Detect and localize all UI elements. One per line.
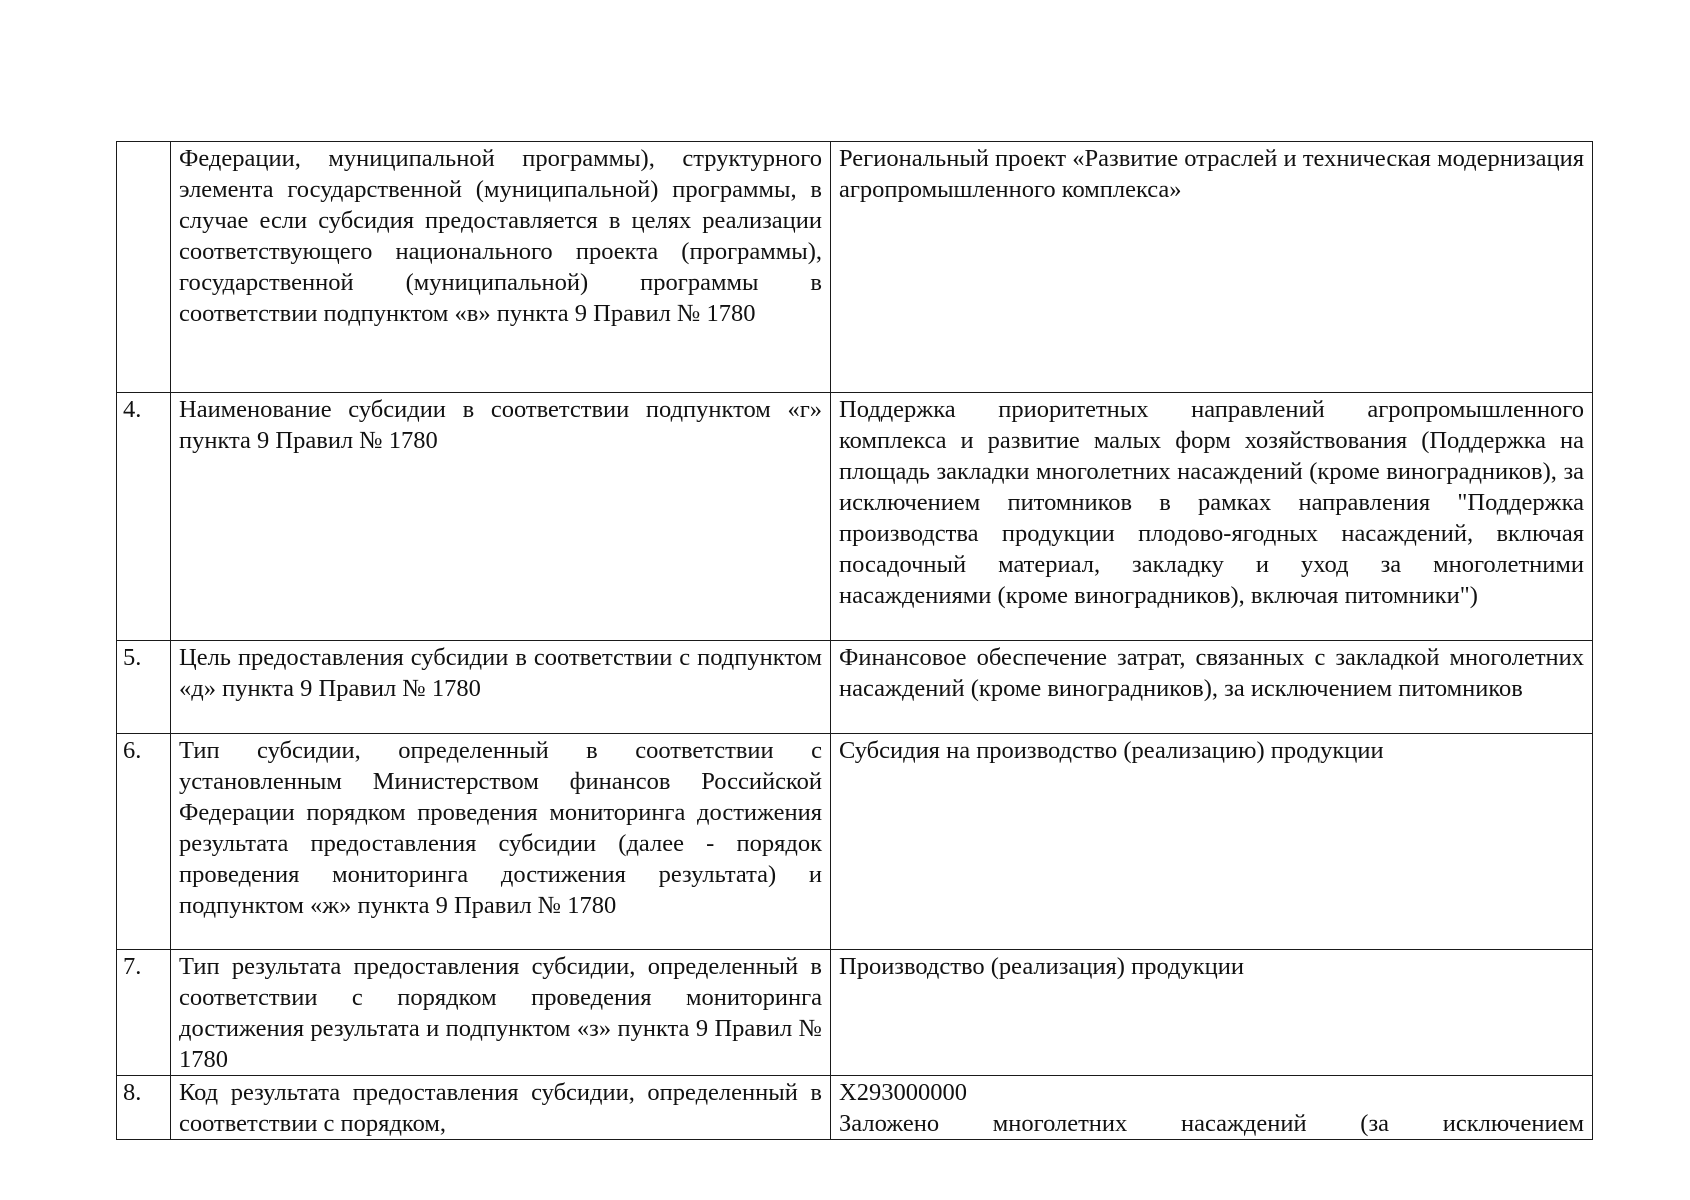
table-row: [117, 734, 1593, 950]
row-label: Цель предоставления субсидии в соответствии с подпунктом «д» пункта 9 Правил № 1780: [171, 641, 831, 734]
result-description: Заложено многолетних насаждений (за исключением: [839, 1110, 1584, 1137]
table-row: [117, 1076, 1593, 1140]
row-value: Региональный проект «Развитие отраслей и техническая модернизация агропромышленного комплекса»: [831, 142, 1593, 393]
row-number: 6.: [117, 734, 171, 950]
subsidy-info-table: [116, 141, 1593, 1140]
row-number: 5.: [117, 641, 171, 734]
row-value: [831, 1076, 1593, 1140]
row-label: Наименование субсидии в соответствии подпунктом «г» пункта 9 Правил № 1780: [171, 393, 831, 641]
row-value: Производство (реализация) продукции: [831, 950, 1593, 1076]
row-number: 7.: [117, 950, 171, 1076]
row-number: 8.: [117, 1076, 171, 1140]
row-value: Поддержка приоритетных направлений агропромышленного комплекса и развитие малых форм хозяйствования (Поддержка на площадь закладки многолетних насаждений (кроме виноградников), за исключением питомников в рамках направления "Поддержка производства продукции плодово-ягодных насаждений, включая посадочный материал, закладку и уход за многолетними насаждениями (кроме виноградников), включая питомники"): [831, 393, 1593, 641]
row-number: 4.: [117, 393, 171, 641]
row-label: Тип субсидии, определенный в соответствии с установленным Министерством финансов Российской Федерации порядком проведения мониторинга достижения результата предоставления субсидии (далее - порядок проведения мониторинга достижения результата) и подпунктом «ж» пункта 9 Правил № 1780: [171, 734, 831, 950]
result-code: X293000000: [839, 1079, 967, 1106]
table-row: [117, 950, 1593, 1076]
table-row: [117, 393, 1593, 641]
row-label: Тип результата предоставления субсидии, определенный в соответствии с порядком проведения мониторинга достижения результата и подпунктом «з» пункта 9 Правил № 1780: [171, 950, 831, 1076]
row-value: Финансовое обеспечение затрат, связанных с закладкой многолетних насаждений (кроме виноградников), за исключением питомников: [831, 641, 1593, 734]
row-label: Федерации, муниципальной программы), структурного элемента государственной (муниципальной) программы, в случае если субсидия предоставляется в целях реализации соответствующего национального проекта (программы), государственной (муниципальной) программы в соответствии подпунктом «в» пункта 9 Правил № 1780: [171, 142, 831, 393]
row-value: Субсидия на производство (реализацию) продукции: [831, 734, 1593, 950]
row-label: Код результата предоставления субсидии, определенный в соответствии с порядком,: [171, 1076, 831, 1140]
table-row: [117, 641, 1593, 734]
row-number: [117, 142, 171, 393]
table-row: [117, 142, 1593, 393]
